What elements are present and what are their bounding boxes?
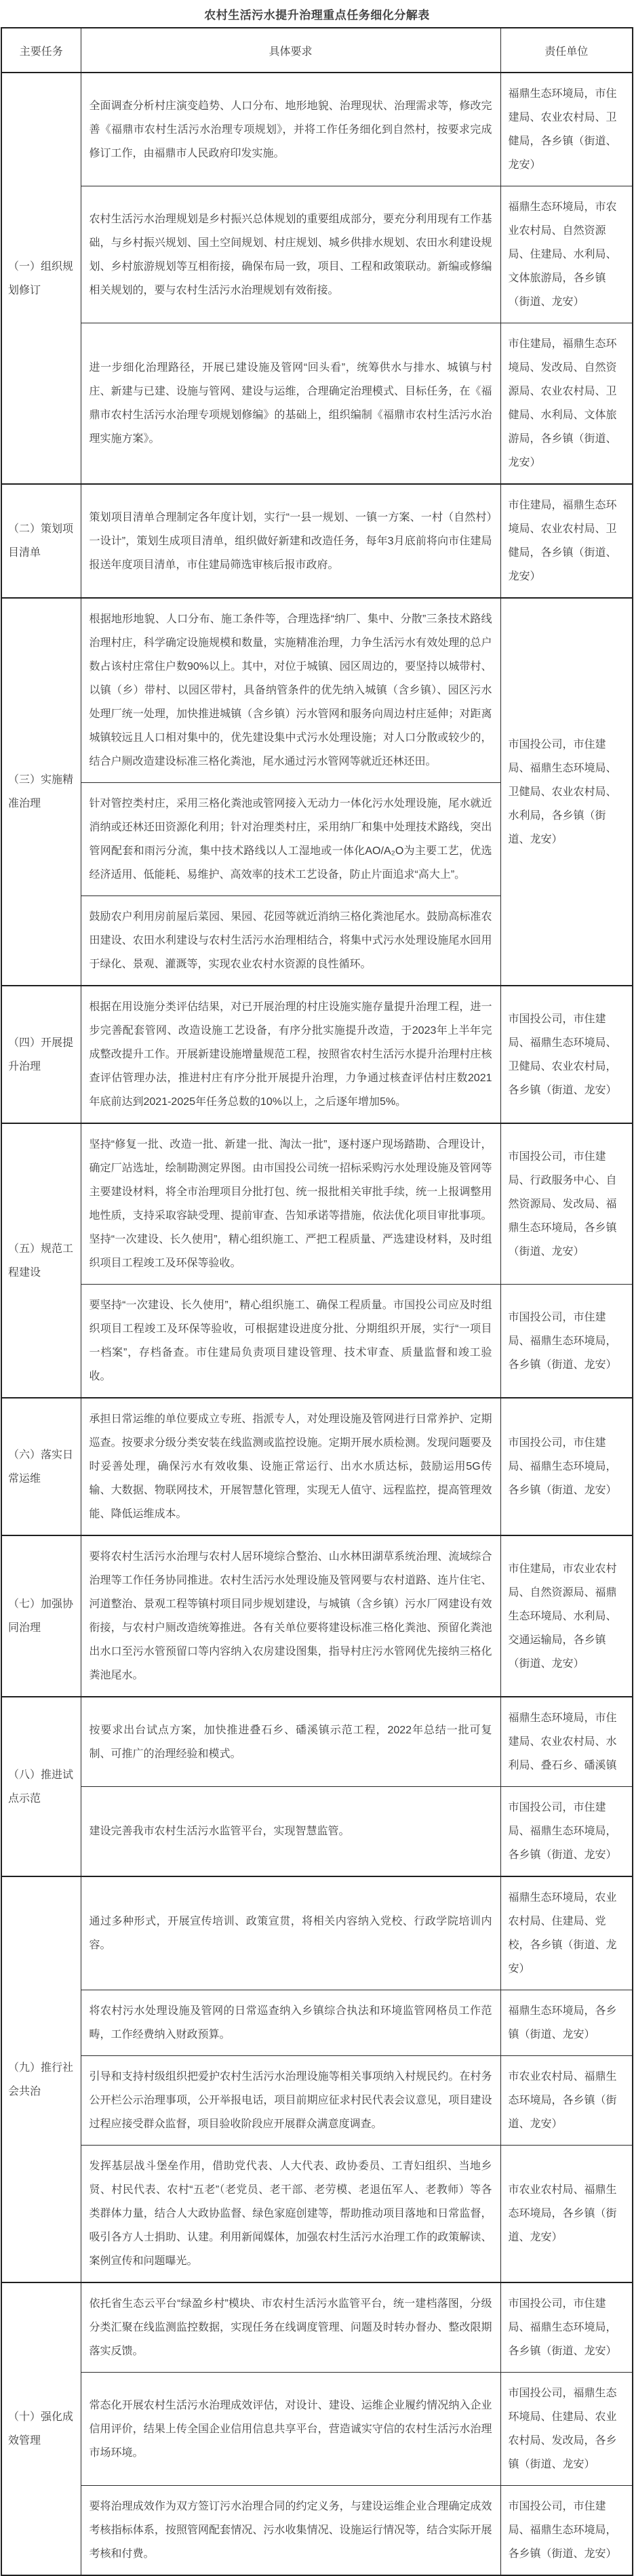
responsible-unit-cell: 福鼎生态环境局，市农业农村局、自然资源局、住建局、水利局、文体旅游局，各乡镇（街道、龙安） [500, 186, 633, 323]
header-main-task: 主要任务 [1, 28, 81, 73]
requirement-cell: 鼓励农户利用房前屋后菜园、果园、花园等就近消纳三格化粪池尾水。鼓励高标准农田建设、农田水利建设与农村生活污水治理相结合，将集中式污水处理设施尾水回用于绿化、景观、灌溉等，实现农业农村水资源的良性循环。 [81, 896, 500, 986]
requirement-cell: 依托省生态云平台“绿盈乡村”模块、市农村生活污水监管平台，统一建档落图，分级分类汇聚在线监测监控数据，实现任务在线调度管理、问题及时转办督办、整改限期落实反馈。 [81, 2282, 500, 2373]
task-cell: （四）开展提升治理 [1, 986, 81, 1123]
requirement-cell: 农村生活污水治理规划是乡村振兴总体规划的重要组成部分，要充分利用现有工作基础，与乡村振兴规划、国土空间规划、村庄规划、城乡供排水规划、农田水利建设规划、乡村旅游规划等互相衔接，确保布局一致，项目、工程和政策联动。新编或修编相关规划的，要与农村生活污水治理规划有效衔接。 [81, 186, 500, 323]
header-responsible-unit: 责任单位 [500, 28, 633, 73]
requirement-cell: 根据在用设施分类评估结果，对已开展治理的村庄设施实施存量提升治理工程，进一步完善配套管网、改造设施工艺设备，有序分批实施提升改造，于2023年上半年完成整改提升工作。开展新建设施增量规范工程，按照省农村生活污水提升治理村庄核查评估管理办法，推进村庄有序分批开展提升治理，力争通过核查评估村庄数2021年底前达到2021-2025年任务总数的10%以上，之后逐年增加5%。 [81, 986, 500, 1123]
responsible-unit-cell: 市住建局，福鼎生态环境局、农业农村局、卫健局，各乡镇（街道、龙安） [500, 484, 633, 598]
responsible-unit-cell: 福鼎生态环境局，市住建局、农业农村局、卫健局，各乡镇（街道、龙安） [500, 73, 633, 186]
table-row [1, 1876, 633, 1990]
responsible-unit-cell: 市农业农村局、福鼎生态环境局，各乡镇（街道、龙安） [500, 2146, 633, 2283]
responsible-unit-cell: 福鼎生态环境局，各乡镇（街道、龙安） [500, 1990, 633, 2056]
table-row [1, 1285, 633, 1398]
responsible-unit-cell: 市国投公司，市住建局、福鼎生态环境局，各乡镇（街道、龙安） [500, 2282, 633, 2373]
document-title: 农村生活污水提升治理重点任务细化分解表 [204, 9, 430, 22]
table-row [1, 2373, 633, 2486]
task-cell: （六）落实日常运维 [1, 1398, 81, 1535]
table-row [1, 323, 633, 485]
header-requirements: 具体要求 [81, 28, 500, 73]
task-cell: （七）加强协同治理 [1, 1535, 81, 1697]
requirement-cell: 引导和支持村级组织把爱护农村生活污水治理设施等相关事项纳入村规民约。在村务公开栏公示治理事项，公开举报电话，项目前期应征求村民代表会议意见，项目建设过程应接受群众监督，项目验收阶段应开展群众满意度调查。 [81, 2056, 500, 2146]
requirement-cell: 建设完善我市农村生活污水监管平台，实现智慧监管。 [81, 1787, 500, 1877]
responsible-unit-cell: 市国投公司，市住建局、福鼎生态环境局、卫健局、农业农村局，各乡镇（街道、龙安） [500, 986, 633, 1123]
responsible-unit-cell: 市国投公司，市住建局、福鼎生态环境局，各乡镇（街道、龙安） [500, 2486, 633, 2576]
table-row [1, 2146, 633, 2283]
table-header-row [1, 28, 633, 73]
task-cell: （三）实施精准治理 [1, 598, 81, 986]
task-cell: （九）推行社会共治 [1, 1876, 81, 2282]
table-row [1, 986, 633, 1123]
requirement-cell: 要将农村生活污水治理与农村人居环境综合整治、山水林田湖草系统治理、流域综合治理等工作任务协同推进。农村生活污水处理设施及管网要与农村道路、连片住宅、河道整治、景观工程等镇村项目同步规划建设，与城镇（含乡镇）污水厂网建设有效衔接，与农村户厕改造统筹推进。各有关单位要将建设标准三格化粪池、预留化粪池出水口至污水管预留口等内容纳入农房建设图集，指导村庄污水管网优先接纳三格化粪池尾水。 [81, 1535, 500, 1697]
responsible-unit-cell: 福鼎生态环境局，市住建局、农业农村局、水利局、叠石乡、磻溪镇 [500, 1697, 633, 1787]
requirement-cell: 针对管控类村庄，采用三格化粪池或管网接入无动力一体化污水处理设施，尾水就近消纳或还林还田资源化利用；针对治理类村庄，采用纳厂和集中处理技术路线，突出管网配套和雨污分流，集中技术路线以人工湿地或一体化AO/A₂O为主要工艺，优选经济适用、低能耗、易维护、高效率的技术工艺设备，防止片面追求“高大上”。 [81, 783, 500, 896]
responsible-unit-cell: 福鼎生态环境局，农业农村局、住建局、党校，各乡镇（街道、龙安） [500, 1876, 633, 1990]
requirement-cell: 要坚持“一次建设、长久使用”，精心组织施工、确保工程质量。市国投公司应及时组织项目工程竣工及环保等验收，可根据建设进度分批、分期组织开展，实行“一项目一档案”，存档备查。市住建局负责项目建设管理、技术审查、质量监督和竣工验收。 [81, 1285, 500, 1398]
requirement-cell: 按要求出台试点方案，加快推进叠石乡、磻溪镇示范工程，2022年总结一批可复制、可推广的治理经验和模式。 [81, 1697, 500, 1787]
responsible-unit-cell: 市国投公司，福鼎生态环境局、住建局、农业农村局、发改局，各乡镇（街道、龙安） [500, 2373, 633, 2486]
table-row [1, 484, 633, 598]
requirement-cell: 通过多种形式，开展宣传培训、政策宣贯，将相关内容纳入党校、行政学院培训内容。 [81, 1876, 500, 1990]
requirement-cell: 根据地形地貌、人口分布、施工条件等，合理选择“纳厂、集中、分散”三条技术路线治理村庄，科学确定设施规模和数量，实施精准治理，力争生活污水有效处理的总户数占该村庄常住户数90%以上。其中，对位于城镇、园区周边的，要坚持以城带村、以镇（乡）带村、以园区带村，具备纳管条件的优先纳入城镇（含乡镇）、园区污水处理厂统一处理，加快推进城镇（含乡镇）污水管网和服务向周边村庄延伸；对距离城镇较远且人口相对集中的，优先建设集中式污水处理设施；对人口分散或较少的，结合户厕改造建设标准三格化粪池，尾水通过污水管网等就近还林还田。 [81, 598, 500, 783]
responsible-unit-cell: 市住建局，福鼎生态环境局、发改局、自然资源局、农业农村局、卫健局、水利局、文体旅游局，各乡镇（街道、龙安） [500, 323, 633, 485]
table-row [1, 1990, 633, 2056]
table-row [1, 73, 633, 186]
responsible-unit-cell: 市住建局，市农业农村局、自然资源局、福鼎生态环境局、水利局、交通运输局，各乡镇（街道、龙安） [500, 1535, 633, 1697]
table-row [1, 598, 633, 783]
requirement-cell: 坚持“修复一批、改造一批、新建一批、淘汰一批”，逐村逐户现场踏勘、合理设计，确定厂站选址，绘制勘测定界图。由市国投公司统一招标采购污水处理设施及管网等主要建设材料，将全市治理项目分批打包、统一报批相关审批手续，统一上报调整用地性质，支持采取容缺受理、提前审查、告知承诺等措施，依法优化项目审批事项。坚持“一次建设、长久使用”，精心组织施工、严把工程质量、严选建设材料，及时组织项目工程竣工及环保等验收。 [81, 1123, 500, 1285]
requirement-cell: 承担日常运维的单位要成立专班、指派专人，对处理设施及管网进行日常养护、定期巡查。按要求分级分类安装在线监测或监控设施。定期开展水质检测。发现问题要及时妥善处理，确保污水有效收集、设施正常运行、出水水质达标，鼓励运用5G传输、大数据、物联网技术，开展智慧化管理，实现无人值守、远程监控，提高管理效能、降低运维成本。 [81, 1398, 500, 1535]
table-row [1, 1535, 633, 1697]
requirement-cell: 策划项目清单合理制定各年度计划，实行“一县一规划、一镇一方案、一村（自然村）一设计”，策划生成项目清单，组织做好新建和改造任务，每年3月底前将向市住建局报送年度项目清单，市住建局筛选审核后报市政府。 [81, 484, 500, 598]
task-cell: （一）组织规划修订 [1, 73, 81, 484]
table-row [1, 1398, 633, 1535]
task-breakdown-table [1, 27, 633, 2576]
table-row [1, 1787, 633, 1877]
task-cell: （二）策划项目清单 [1, 484, 81, 598]
responsible-unit-cell: 市国投公司，市住建局、行政服务中心、自然资源局、发改局、福鼎生态环境局，各乡镇（街道、龙安） [500, 1123, 633, 1285]
requirement-cell: 将农村污水处理设施及管网的日常巡查纳入乡镇综合执法和环境监管网格员工作范畴，工作经费纳入财政预算。 [81, 1990, 500, 2056]
table-row [1, 2486, 633, 2576]
requirement-cell: 常态化开展农村生活污水治理成效评估，对设计、建设、运维企业履约情况纳入企业信用评价，结果上传全国企业信用信息共享平台，营造诚实守信的农村生活污水治理市场环境。 [81, 2373, 500, 2486]
requirement-cell: 全面调查分析村庄演变趋势、人口分布、地形地貌、治理现状、治理需求等，修改完善《福鼎市农村生活污水治理专项规划》，并将工作任务细化到自然村，按要求完成修订工作，由福鼎市人民政府印发实施。 [81, 73, 500, 186]
task-cell: （八）推进试点示范 [1, 1697, 81, 1876]
responsible-unit-cell: 市国投公司，市住建局、福鼎生态环境局，各乡镇（街道、龙安） [500, 1285, 633, 1398]
table-row [1, 186, 633, 323]
responsible-unit-cell: 市国投公司，市住建局、福鼎生态环境局、卫健局、农业农村局、水利局，各乡镇（街道、龙安） [500, 598, 633, 986]
requirement-cell: 要将治理成效作为双方签订污水治理合同的约定义务，与建设运维企业合理确定成效考核指标体系，按照管网配套情况、污水收集情况、设施运行情况等，结合实际开展考核和付费。 [81, 2486, 500, 2576]
table-row [1, 2282, 633, 2373]
requirement-cell: 进一步细化治理路径，开展已建设施及管网“回头看”，统筹供水与排水、城镇与村庄、新建与已建、设施与管网、建设与运维，合理确定治理模式、目标任务，在《福鼎市农村生活污水治理专项规划修编》的基础上，组织编制《福鼎市农村生活污水治理实施方案》。 [81, 323, 500, 485]
task-cell: （五）规范工程建设 [1, 1123, 81, 1398]
responsible-unit-cell: 市国投公司，市住建局、福鼎生态环境局，各乡镇（街道、龙安） [500, 1787, 633, 1877]
requirement-cell: 发挥基层战斗堡垒作用，借助党代表、人大代表、政协委员、工青妇组织、当地乡贤、村民代表、农村“五老”（老党员、老干部、老劳模、老退伍军人、老教师）等各类群体力量，结合人大政协监督、绿色家庭创建等，帮助推动项目落地和日常监督，吸引各方人士捐助、认建。利用新闻媒体，加强农村生活污水治理工作的政策解读、案例宣传和问题曝光。 [81, 2146, 500, 2283]
responsible-unit-cell: 市农业农村局、福鼎生态环境局，各乡镇（街道、龙安） [500, 2056, 633, 2146]
table-row [1, 2056, 633, 2146]
task-cell: （十）强化成效管理 [1, 2282, 81, 2575]
table-row [1, 1123, 633, 1285]
responsible-unit-cell: 市国投公司，市住建局、福鼎生态环境局，各乡镇（街道、龙安） [500, 1398, 633, 1535]
table-row [1, 1697, 633, 1787]
